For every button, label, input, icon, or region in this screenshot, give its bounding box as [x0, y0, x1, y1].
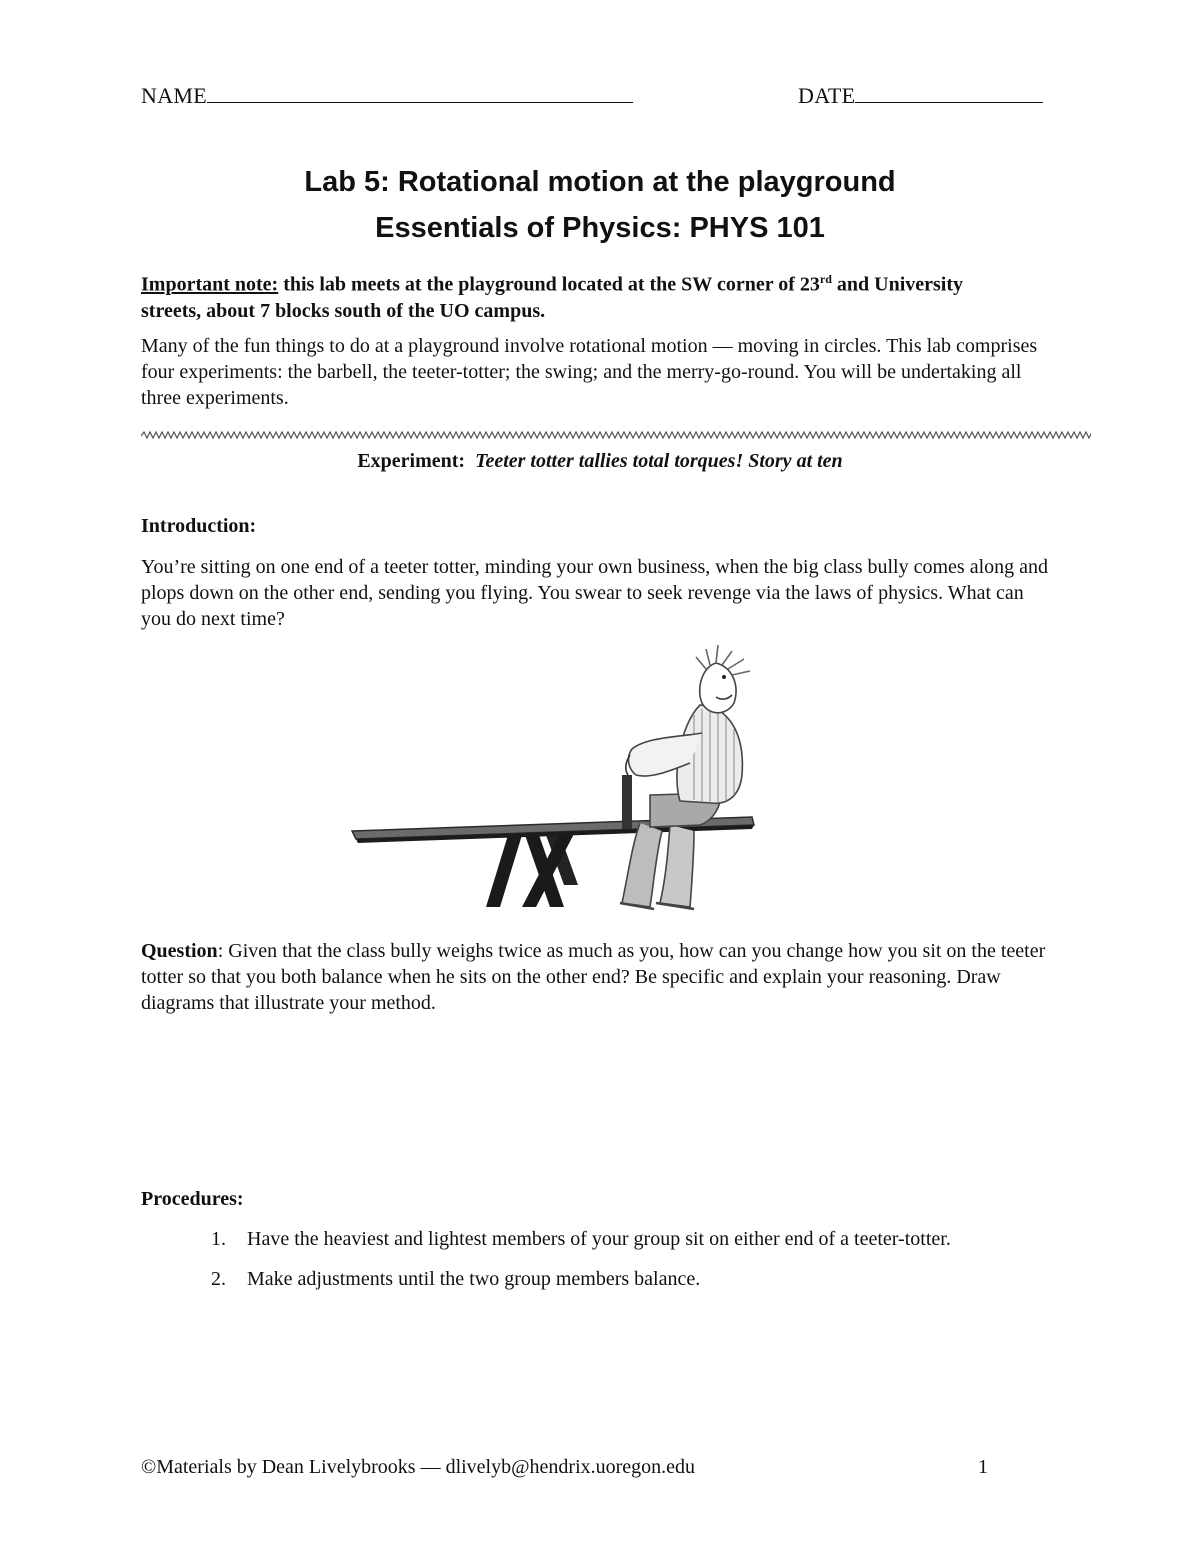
name-label: NAME — [141, 83, 207, 108]
question-paragraph — [141, 938, 1061, 1016]
teeter-totter-illustration — [350, 645, 780, 925]
important-note-text-b: and University streets, about 7 blocks south of the UO campus. — [141, 273, 963, 322]
important-note-label: Important note: — [141, 273, 279, 296]
date-field — [798, 82, 1043, 109]
important-note-text-a: this lab meets at the playground located at the SW corner of 23 — [278, 273, 820, 296]
list-item — [141, 1266, 1041, 1292]
list-item-text: Have the heaviest and lightest members of your group sit on either end of a teeter-totter. — [247, 1228, 951, 1250]
list-item-number: 1. — [211, 1228, 226, 1250]
list-item-number: 2. — [211, 1268, 226, 1290]
date-label: DATE — [798, 83, 856, 108]
teeter-totter-handle — [622, 775, 632, 829]
date-blank-line[interactable] — [855, 82, 1043, 103]
bully-figure — [620, 645, 750, 909]
question-label: Question — [141, 940, 218, 962]
procedures-list — [141, 1226, 1041, 1306]
name-blank-line[interactable] — [207, 82, 633, 103]
introduction-heading: Introduction: — [141, 515, 257, 537]
important-note-superscript: rd — [819, 272, 832, 286]
name-field — [141, 82, 633, 109]
page-title: Lab 5: Rotational motion at the playground — [304, 166, 896, 198]
page-subtitle: Essentials of Physics: PHYS 101 — [375, 212, 825, 244]
page-number: 1 — [978, 1456, 988, 1478]
introduction-text: You’re sitting on one end of a teeter totter, minding your own business, when the big class bully comes along and plops down on the other end, sending you flying. You swear to seek revenge via the laws of physics. What can you do next time? — [141, 556, 1049, 630]
list-item-text: Make adjustments until the two group members balance. — [247, 1268, 701, 1290]
procedures-heading: Procedures: — [141, 1188, 244, 1210]
intro-paragraph: Many of the fun things to do at a playground involve rotational motion — moving in circles. This lab comprises four experiments: the barbell, the teeter-totter; the swing; and the merry-go-round. You will be undertaking all three experiments. — [141, 335, 1038, 409]
wavy-divider — [141, 430, 1091, 442]
important-note — [141, 266, 1021, 324]
list-item — [141, 1226, 1041, 1252]
footer-credit: ©Materials by Dean Livelybrooks — dlivelyb@hendrix.uoregon.edu — [141, 1456, 696, 1478]
experiment-label: Experiment: — [357, 450, 466, 472]
question-text: : Given that the class bully weighs twice as much as you, how can you change how you sit on the teeter totter so that you both balance when he sits on the other end? Be specific and explain your reasoning. Draw diagrams that illustrate your method. — [141, 940, 1046, 1014]
teeter-totter-base — [486, 830, 578, 907]
experiment-heading — [0, 450, 1200, 473]
experiment-title: Teeter totter tallies total torques! Story at ten — [475, 450, 843, 472]
